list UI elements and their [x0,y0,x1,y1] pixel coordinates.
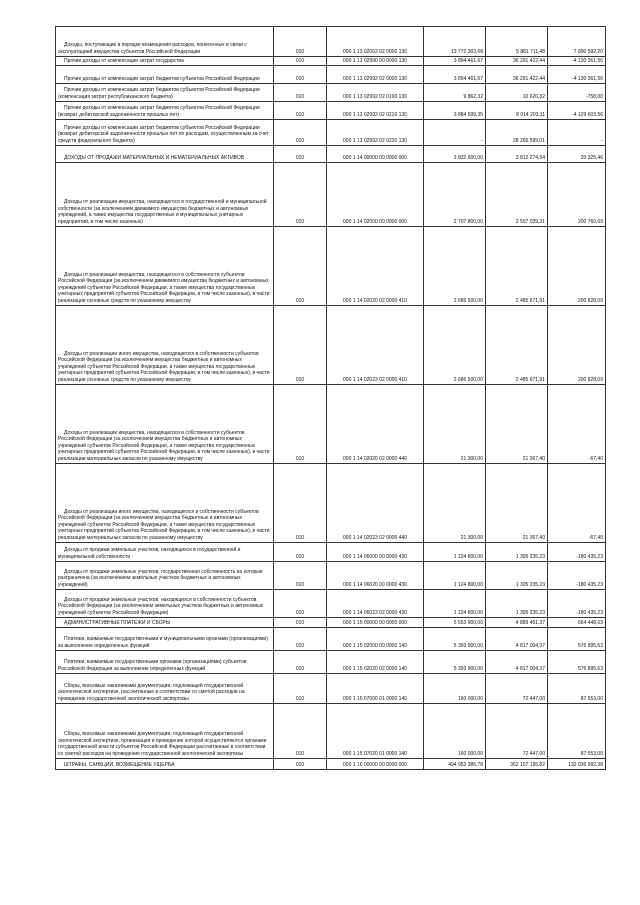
row-approved-amount: 5 553 900,00 [424,618,486,628]
row-name: Доходы от реализации имущества, находящегося в собственности субъектов Российской Федерации (за исключением движимого имущества бюджетных и автономных учреждений субъектов Российской Федерации, а также имущества государственных унитарных предприятий субъектов Российской Федерации, в том числе казенных), в части реализации основных средств по указанному имуществу [56,227,274,306]
row-approved-amount: 3 894 461,67 [424,57,486,66]
row-budget-classification-code: 000 1 15 00000 00 0000 000 [327,618,424,628]
row-executed-amount: 36 291 422,44 [486,57,548,66]
row-line-code: 010 [274,57,327,66]
row-unexecuted-amount: -180 435,23 [548,543,606,562]
row-approved-amount: 1 124 800,00 [424,543,486,562]
row-line-code: 010 [274,163,327,227]
table-row [56,704,606,759]
table-row [56,227,606,306]
row-name: АДМИНИСТРАТИВНЫЕ ПЛАТЕЖИ И СБОРЫ [56,618,274,628]
row-executed-amount: 362 107 195,82 [486,759,548,770]
row-name: Сборы, вносимые заказчиками документации, подлежащей государственной экологической экспертизе, организация и проведение которой осуществляются органами государственной власти субъектов Российской Федерации рассчитанные в соответствии со сметой расходов на проведение государственной экологической экспертизы [56,704,274,759]
row-budget-classification-code: 000 1 13 02062 02 0000 130 [327,27,424,57]
row-approved-amount: 21 300,00 [424,385,486,464]
row-approved-amount: 160 000,00 [424,674,486,704]
row-approved-amount: 1 124 800,00 [424,590,486,618]
row-name: Доходы от реализации иного имущества, находящегося в собственности субъектов Российской Федерации (за исключением имущества бюджетных и автономных учреждений субъектов Российской Федерации, а также имущества государственных унитарных предприятий субъектов Российской Федерации, в том числе казенных), в части реализации основных средств по указанному имуществу [56,306,274,385]
row-budget-classification-code: 000 1 13 02992 02 0220 130 [327,120,424,146]
row-unexecuted-amount: 7 890 592,20 [548,27,606,57]
row-approved-amount: 3 884 599,35 [424,102,486,120]
row-budget-classification-code: 000 1 13 02990 00 0000 130 [327,57,424,66]
table-row [56,385,606,464]
table-row [56,163,606,227]
row-name: Доходы, поступающие в порядке возмещения расходов, понесенных в связи с эксплуатацией имущества субъектов Российской Федерации [56,27,274,57]
row-executed-amount: 21 367,40 [486,464,548,543]
row-name: Прочие доходы от компенсации затрат государства [56,57,274,66]
row-executed-amount: 2 507 039,31 [486,163,548,227]
row-line-code: 010 [274,464,327,543]
row-approved-amount: 21 300,00 [424,464,486,543]
row-name: Прочие доходы от компенсации затрат бюджетов субъектов Российской Федерации (компенсация затрат республиканского бюджета) [56,84,274,102]
row-executed-amount: 72 447,00 [486,704,548,759]
row-approved-amount: 5 393 900,00 [424,651,486,674]
row-unexecuted-amount: 87 553,00 [548,704,606,759]
row-line-code: 010 [274,628,327,651]
row-budget-classification-code: 000 1 15 02020 02 0000 140 [327,651,424,674]
row-approved-amount: 13 772 303,68 [424,27,486,57]
row-line-code: 010 [274,618,327,628]
row-line-code: 010 [274,146,327,163]
row-approved-amount: 2 707 800,00 [424,163,486,227]
row-approved-amount: 1 124 800,00 [424,562,486,590]
row-executed-amount: 36 291 422,44 [486,66,548,84]
row-approved-amount: 2 686 500,00 [424,227,486,306]
row-line-code: 010 [274,227,327,306]
row-executed-amount: 28 266 599,01 [486,120,548,146]
row-budget-classification-code: 000 1 14 02000 00 0000 000 [327,163,424,227]
row-unexecuted-amount: -180 435,23 [548,590,606,618]
row-unexecuted-amount: - [548,120,606,146]
row-line-code: 010 [274,590,327,618]
row-budget-classification-code: 000 1 14 02023 02 0000 440 [327,464,424,543]
row-line-code: 010 [274,674,327,704]
row-approved-amount: 494 953 385,78 [424,759,486,770]
row-name: Прочие доходы от компенсации затрат бюджетов субъектов Российской Федерации (возврат дебиторской задолженности прошлых лет) [56,102,274,120]
row-executed-amount: 1 305 235,23 [486,562,548,590]
row-name: Доходы от продажи земельных участков, находящихся в государственной и муниципальной собственности [56,543,274,562]
row-executed-amount: 21 367,40 [486,385,548,464]
row-approved-amount: 3 832 600,00 [424,146,486,163]
budget-execution-table [55,26,606,770]
row-unexecuted-amount: -67,40 [548,464,606,543]
table-row [56,674,606,704]
table-row [56,27,606,57]
table-row [56,543,606,562]
row-executed-amount: 3 812 274,54 [486,146,548,163]
row-unexecuted-amount: -4 129 603,56 [548,102,606,120]
table-row [56,306,606,385]
row-budget-classification-code: 000 1 16 00000 00 0000 000 [327,759,424,770]
row-line-code: 010 [274,651,327,674]
row-budget-classification-code: 000 1 14 00000 00 0000 000 [327,146,424,163]
row-name: Доходы от реализации имущества, находящегося в собственности субъектов Российской Федерации (за исключением имущества бюджетных и автономных учреждений субъектов Российской Федерации, а также имущества государственных унитарных предприятий субъектов Российской Федерации, в том числе казенных), в части реализации материальных запасов по указанному имуществу [56,385,274,464]
row-budget-classification-code: 000 1 14 02023 02 0000 410 [327,306,424,385]
row-line-code: 010 [274,120,327,146]
table-row [56,57,606,66]
row-approved-amount: 3 894 461,67 [424,66,486,84]
row-name: Доходы от реализации имущества, находящегося в государственной и муниципальной собственности (за исключением движимого имущества бюджетных и автономных учреждений, а также имущества государственных и муниципальных унитарных предприятий, в том числе казенных) [56,163,274,227]
row-budget-classification-code: 000 1 15 07020 01 0000 140 [327,704,424,759]
row-executed-amount: 8 014 203,11 [486,102,548,120]
row-unexecuted-amount: -67,40 [548,385,606,464]
row-name: Сборы, вносимые заказчиками документации, подлежащей государственной экологической экспертизе, рассчитанные в соответствии со сметой расходов на проведение государственной экологической экспертизы [56,674,274,704]
row-unexecuted-amount: 132 936 992,38 [548,759,606,770]
row-budget-classification-code: 000 1 13 02992 02 0190 130 [327,84,424,102]
table-row [56,590,606,618]
row-line-code: 010 [274,704,327,759]
row-name: Доходы от продажи земельных участков, находящихся в собственности субъектов Российской Федерации (за исключением земельных участков бюджетных и автономных учреждений субъектов Российской Федерации) [56,590,274,618]
row-unexecuted-amount: -758,00 [548,84,606,102]
row-name: Доходы от реализации иного имущества, находящегося в собственности субъектов Российской Федерации (за исключением имущества бюджетных и автономных учреждений субъектов Российской Федерации, а также имущества государственных унитарных предприятий субъектов Российской Федерации, в том числе казенных), в части реализации материальных запасов по указанному имуществу [56,464,274,543]
table-row [56,651,606,674]
row-line-code: 010 [274,66,327,84]
row-budget-classification-code: 000 1 14 02020 02 0000 410 [327,227,424,306]
row-unexecuted-amount: -180 435,23 [548,562,606,590]
row-budget-classification-code: 000 1 13 02992 02 0000 130 [327,66,424,84]
row-approved-amount: 5 393 900,00 [424,628,486,651]
table-row [56,102,606,120]
row-executed-amount: 72 447,00 [486,674,548,704]
row-executed-amount: 2 485 671,91 [486,306,548,385]
table-row [56,628,606,651]
row-approved-amount: - [424,120,486,146]
row-executed-amount: 2 485 671,91 [486,227,548,306]
row-name: Прочие доходы от компенсации затрат бюджетов субъектов Российской Федерации [56,66,274,84]
row-unexecuted-amount: 87 553,00 [548,674,606,704]
row-line-code: 010 [274,562,327,590]
row-unexecuted-amount: -4 130 361,56 [548,57,606,66]
row-unexecuted-amount: 576 895,63 [548,651,606,674]
row-executed-amount: 5 881 711,48 [486,27,548,57]
table-row [56,66,606,84]
row-unexecuted-amount: 576 895,63 [548,628,606,651]
row-budget-classification-code: 000 1 14 02020 02 0000 440 [327,385,424,464]
row-line-code: 010 [274,543,327,562]
row-executed-amount: 1 305 235,23 [486,590,548,618]
row-name: Платежи, взимаемые государственными и муниципальными органами (организациями) за выполнение определенных функций [56,628,274,651]
row-name: Доходы от продажи земельных участков, государственная собственность на которые разграничена (за исключением земельных участков бюджетных и автономных учреждений) [56,562,274,590]
row-approved-amount: 9 862,32 [424,84,486,102]
row-name: Прочие доходы от компенсации затрат бюджетов субъектов Российской Федерации (возврат дебиторской задолженности прошлых лет по расходам, осуществленным за счет средств федерального бюджета) [56,120,274,146]
row-budget-classification-code: 000 1 15 07000 01 0000 140 [327,674,424,704]
table-row [56,120,606,146]
row-unexecuted-amount: 20 325,46 [548,146,606,163]
table-row [56,146,606,163]
row-name: ДОХОДЫ ОТ ПРОДАЖИ МАТЕРИАЛЬНЫХ И НЕМАТЕРИАЛЬНЫХ АКТИВОВ [56,146,274,163]
row-name: Платежи, взимаемые государственными органами (организациями) субъектов Российской Федерации за выполнение определенных функций [56,651,274,674]
row-approved-amount: 2 686 500,00 [424,306,486,385]
table-row [56,562,606,590]
row-unexecuted-amount: 664 448,63 [548,618,606,628]
row-budget-classification-code: 000 1 14 06022 02 0000 430 [327,590,424,618]
row-budget-classification-code: 000 1 14 06020 00 0000 430 [327,562,424,590]
table-body [56,27,606,770]
row-budget-classification-code: 000 1 13 02992 02 0210 130 [327,102,424,120]
table-row [56,618,606,628]
row-line-code: 010 [274,385,327,464]
table-row [56,464,606,543]
row-unexecuted-amount: 200 760,69 [548,163,606,227]
row-executed-amount: 4 889 451,37 [486,618,548,628]
row-unexecuted-amount: 200 828,09 [548,227,606,306]
table-row [56,84,606,102]
row-executed-amount: 10 620,32 [486,84,548,102]
row-executed-amount: 4 817 004,37 [486,651,548,674]
row-line-code: 010 [274,27,327,57]
row-approved-amount: 160 000,00 [424,704,486,759]
row-executed-amount: 4 817 004,37 [486,628,548,651]
row-line-code: 010 [274,84,327,102]
table-row [56,759,606,770]
row-executed-amount: 1 305 235,23 [486,543,548,562]
row-name: ШТРАФЫ, САНКЦИИ, ВОЗМЕЩЕНИЕ УЩЕРБА [56,759,274,770]
row-budget-classification-code: 000 1 15 02000 00 0000 140 [327,628,424,651]
row-budget-classification-code: 000 1 14 06000 00 0000 430 [327,543,424,562]
row-unexecuted-amount: -4 130 361,56 [548,66,606,84]
row-line-code: 010 [274,759,327,770]
row-line-code: 010 [274,102,327,120]
row-unexecuted-amount: 200 828,09 [548,306,606,385]
row-line-code: 010 [274,306,327,385]
